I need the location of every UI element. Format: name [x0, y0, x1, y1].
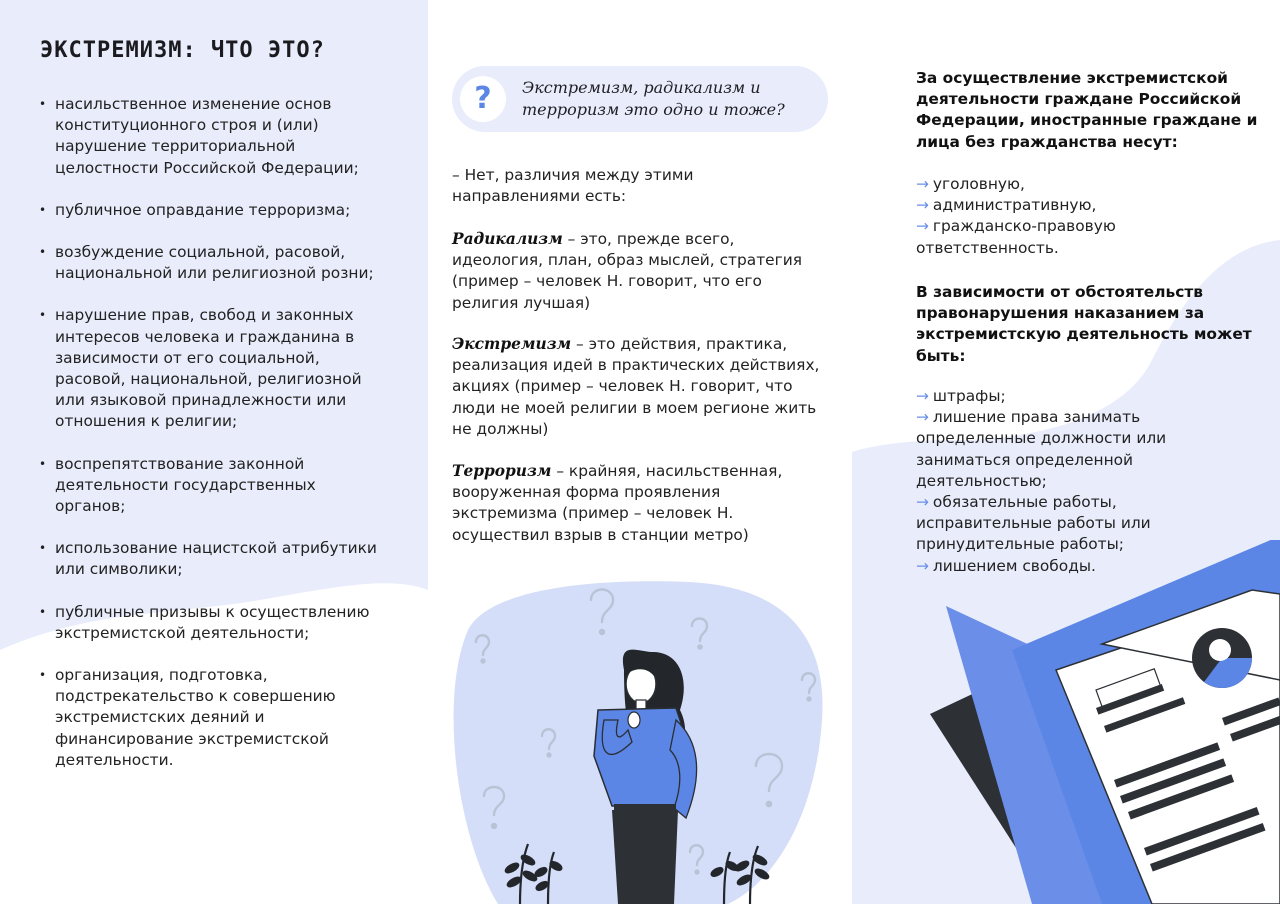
definition-text: – это действия, практика, реализация идей в практических действиях, акциях (пример – человек Н. говорит, что люди не моей религии в моем регионе жить не должны)	[452, 335, 820, 438]
document-folder-illustration	[852, 540, 1280, 904]
list-item: → уголовную,	[916, 175, 1025, 193]
list-item: • возбуждение социальной, расовой, национальной или религиозной розни;	[40, 242, 390, 284]
arrow-icon: →	[916, 175, 929, 193]
list-item: • публичное оправдание терроризма;	[40, 200, 390, 221]
arrow-icon: →	[916, 196, 929, 215]
list-item: • организация, подготовка, подстрекательство к совершению экстремистских деяний и финансирование экстремистской деятельности.	[40, 665, 390, 771]
middle-panel	[428, 0, 852, 904]
arrow-icon: →	[916, 556, 929, 575]
arrow-icon: →	[916, 408, 929, 427]
term: Терроризм	[452, 462, 552, 480]
question-text: Экстремизм, радикализм и терроризм это одно и тоже?	[522, 78, 785, 119]
list-item: → обязательные работы, исправительные работы или принудительные работы;	[916, 493, 1151, 554]
list-item: → лишением свободы.	[916, 556, 1096, 575]
responsibility-heading: За осуществление экстремистской деятельности граждане Российской Федерации, иностранные граждане и лица без гражданства несут:	[916, 69, 1258, 151]
arrow-icon: →	[916, 217, 929, 236]
penalty-heading: В зависимости от обстоятельств правонарушения наказанием за экстремистскую деятельность может быть:	[916, 283, 1252, 365]
woman-thinking-illustration	[428, 560, 852, 904]
page-title: ЭКСТРЕМИЗМ: ЧТО ЭТО?	[40, 38, 325, 63]
extremism-list	[40, 94, 390, 792]
list-item: → административную,	[916, 196, 1097, 215]
arrow-icon: →	[916, 387, 929, 405]
right-panel	[852, 0, 1280, 904]
list-item: • публичные призывы к осуществлению экстремистской деятельности;	[40, 602, 390, 644]
definition-radicalism	[452, 229, 822, 314]
list-item: • использование нацистской атрибутики или символики;	[40, 538, 390, 580]
definition-terrorism	[452, 461, 822, 546]
arrow-icon: →	[916, 493, 929, 512]
question-icon: ?	[460, 76, 506, 122]
definition-text: – это, прежде всего, идеология, план, образ мыслей, стратегия (пример – человек Н. говорит, что его религия лучшая)	[452, 230, 803, 312]
responsibility-tail: ответственность.	[916, 238, 1059, 257]
responsibility-list	[916, 174, 1276, 259]
answer-intro: – Нет, различия между этими направлениями есть:	[452, 166, 694, 206]
list-item: • воспрепятствование законной деятельности государственных органов;	[40, 454, 390, 518]
term: Экстремизм	[452, 335, 572, 353]
list-item: → гражданско-правовую	[916, 217, 1116, 236]
definition-extremism	[452, 334, 822, 440]
term: Радикализм	[452, 230, 563, 248]
list-item: → лишение права занимать определенные должности или заниматься определенной деятельностью;	[916, 408, 1167, 490]
list-item: → штрафы;	[916, 387, 1006, 405]
left-panel	[0, 0, 428, 904]
definition-text: – крайняя, насильственная, вооруженная форма проявления экстремизма (пример – человек Н. осуществил взрыв в станции метро)	[452, 462, 783, 544]
list-item: • нарушение прав, свобод и законных интересов человека и гражданина в зависимости от его социальной, расовой, национальной, религиозной или языковой принадлежности или отношения к религии;	[40, 305, 390, 432]
list-item: • насильственное изменение основ конституционного строя и (или) нарушение территориальной целостности Российской Федерации;	[40, 94, 390, 179]
question-bubble	[452, 66, 828, 132]
